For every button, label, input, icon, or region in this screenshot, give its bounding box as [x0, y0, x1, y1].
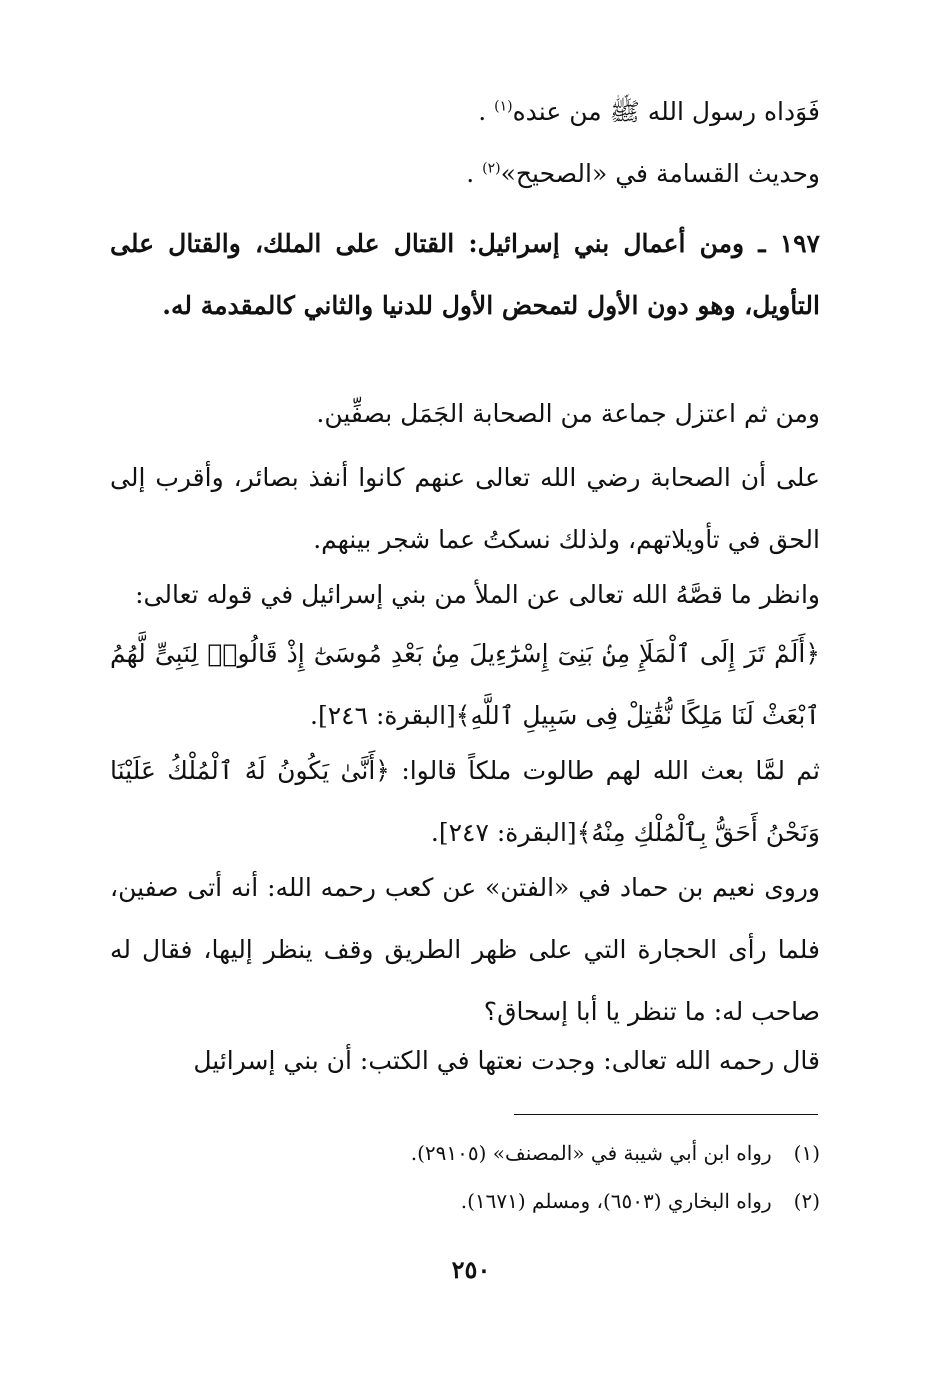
page-number: ٢٥٠	[451, 1255, 491, 1284]
footnote-1	[120, 1138, 820, 1168]
footnote-1-number: (١)	[793, 1141, 820, 1165]
footnote-2-number: (٢)	[793, 1189, 820, 1213]
line-fawadah-end: .	[478, 97, 487, 126]
paragraph-thumma: ثم لمَّا بعث الله لهم طالوت ملكاً قالوا: ﴿أَنَّىٰ يَكُونُ لَهُ ٱلْمُلْكُ عَلَيْنَا وَنَحْنُ أَحَقُّ بِٱلْمُلْكِ مِنْهُ﴾[البقرة: ٢٤٧].	[110, 756, 820, 847]
paragraph-unzur: وانظر ما قصَّهُ الله تعالى عن الملأ من بني إسرائيل في قوله تعالى:	[135, 580, 820, 609]
footnote-ref-2: (٢)	[482, 160, 501, 177]
line-qasama-end: .	[466, 159, 475, 188]
footnote-ref-1: (١)	[494, 98, 513, 115]
footnote-separator	[514, 1114, 818, 1115]
footnote-2-text: رواه البخاري (٦٥٠٣)، ومسلم (١٦٧١).	[460, 1189, 772, 1213]
line-qasama-text: وحديث القسامة في «الصحيح»	[500, 159, 820, 188]
paragraph-rawa: وروى نعيم بن حماد في «الفتن» عن كعب رحمه الله: أنه أتى صفين، فلما رأى الحجارة التي على ظهر الطريق وقف ينظر إليها، فقال له صاحب له: ما تنظر يا أبا إسحاق؟	[110, 873, 820, 1026]
paragraph-itazal: ومن ثم اعتزل جماعة من الصحابة الجَمَل بصفِّين.	[316, 399, 820, 428]
line-fawadah	[110, 81, 820, 143]
section-197: ١٩٧ ـ ومن أعمال بني إسرائيل: القتال على الملك، والقتال على التأويل، وهو دون الأول لتمحض الأول للدنيا والثاني كالمقدمة له.	[110, 229, 820, 320]
footnote-2	[120, 1186, 820, 1216]
line-qasama	[110, 143, 820, 205]
quran-ayah-246: ﴿أَلَمْ تَرَ إِلَى ٱلْمَلَإِ مِنۢ بَنِىٓ إِسْرَٰٓءِيلَ مِنۢ بَعْدِ مُوسَىٰٓ إِذْ قَالُوا۟ لِنَبِىٍّ لَّهُمُ ٱبْعَثْ لَنَا مَلِكًا نُّقَٰتِلْ فِى سَبِيلِ ٱللَّهِ﴾[البقرة: ٢٤٦].	[110, 639, 820, 730]
paragraph-qal: قال رحمه الله تعالى: وجدت نعتها في الكتب: أن بني إسرائيل	[193, 1046, 820, 1075]
footnote-1-text: رواه ابن أبي شيبة في «المصنف» (٢٩١٠٥).	[410, 1141, 772, 1165]
line-fawadah-text: فَوَداه رسول الله ﷺ من عنده	[512, 97, 820, 126]
paragraph-ala-anna: على أن الصحابة رضي الله تعالى عنهم كانوا أنفذ بصائر، وأقرب إلى الحق في تأويلاتهم، ولذلك نسكتُ عما شجر بينهم.	[110, 463, 820, 554]
